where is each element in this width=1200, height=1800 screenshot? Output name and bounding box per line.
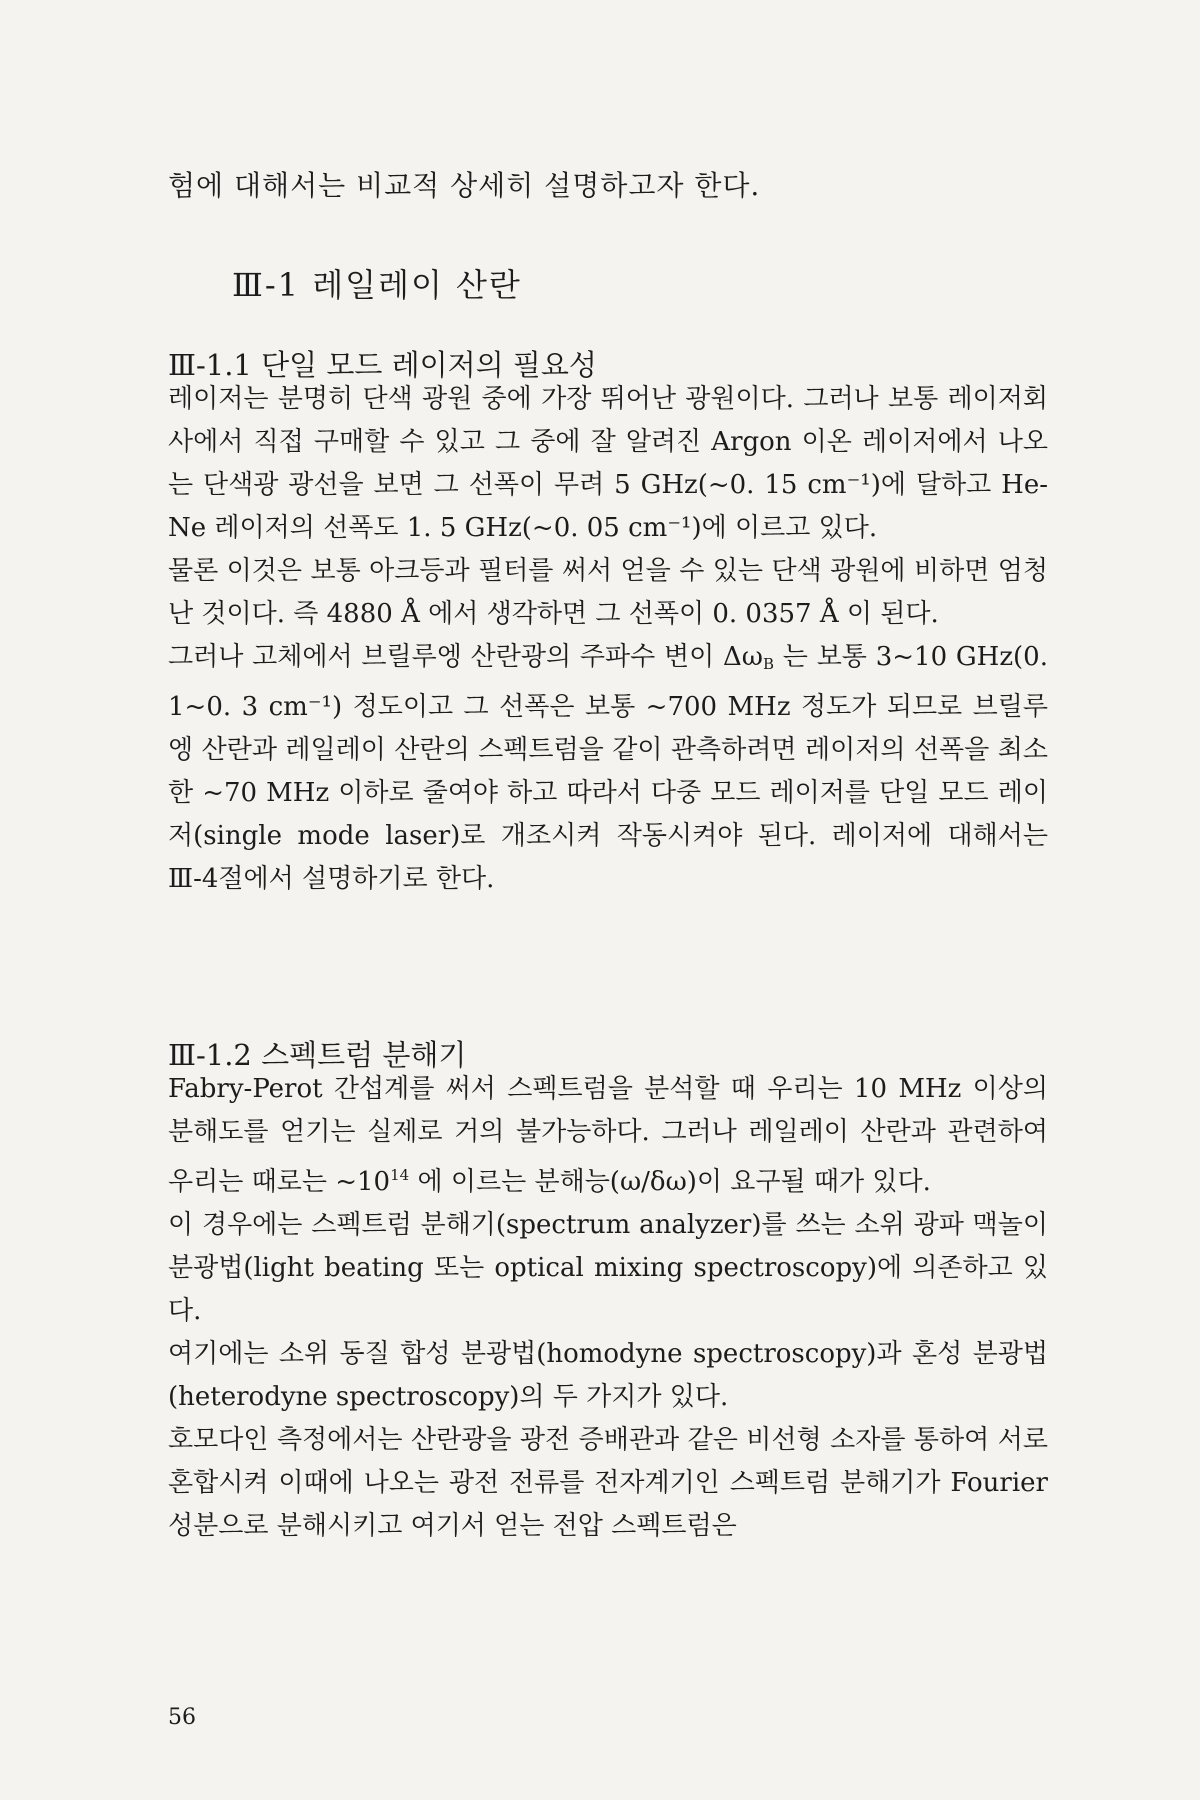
superscript: 14 xyxy=(390,1166,410,1184)
paragraph xyxy=(168,636,1048,901)
chapter-title: Ⅲ-1 레일레이 산란 xyxy=(232,266,522,304)
paragraph: 물론 이것은 보통 아크등과 필터를 써서 얻을 수 있는 단색 광원에 비하면 엄청난 것이다. 즉 4880 Å 에서 생각하면 그 선폭이 0. 0357 Å 이 된다. xyxy=(168,556,1048,629)
paragraph: 레이저는 분명히 단색 광원 중에 가장 뛰어난 광원이다. 그러나 보통 레이저회사에서 직접 구매할 수 있고 그 중에 잘 알려진 Argon 이온 레이저에서 나오는 단색광 광선을 보면 그 선폭이 무려 5 GHz(~0. 15 cm⁻¹)에 달하고 He-Ne 레이저의 선폭도 1. 5 GHz(~0. 05 cm⁻¹)에 이르고 있다. xyxy=(168,384,1048,543)
section-title-2: Ⅲ-1.2 스펙트럼 분해기 xyxy=(168,1038,467,1072)
section-body-2 xyxy=(168,1068,1048,1548)
paragraph-text: Fabry-Perot 간섭계를 써서 스펙트럼을 분석할 때 우리는 10 MHz 이상의 분해도를 얻기는 실제로 거의 불가능하다. 그러나 레일레이 산란과 관련하여 우리는 때로는 ~10 xyxy=(168,1074,1048,1197)
paragraph: 여기에는 소위 동질 합성 분광법(homodyne spectroscopy)과 혼성 분광법(heterodyne spectroscopy)의 두 가지가 있다. xyxy=(168,1339,1048,1412)
lead-line: 험에 대해서는 비교적 상세히 설명하고자 한다. xyxy=(168,169,761,202)
paragraph xyxy=(168,1068,1048,1204)
paragraph-text: 그러나 고체에서 브릴루엥 산란광의 주파수 변이 xyxy=(168,642,723,672)
paragraph: 이 경우에는 스펙트럼 분해기(spectrum analyzer)를 쓰는 소위 광파 맥놀이 분광법(light beating 또는 optical mixing spectroscopy)에 의존하고 있다. xyxy=(168,1210,1048,1326)
paragraph: 호모다인 측정에서는 산란광을 광전 증배관과 같은 비선형 소자를 통하여 서로 혼합시켜 이때에 나오는 광전 전류를 전자계기인 스펙트럼 분해기가 Fourier 성분으로 분해시키고 여기서 얻는 전압 스펙트럼은 xyxy=(168,1425,1048,1541)
section-body-1 xyxy=(168,378,1048,901)
delta-omega-symbol: Δω xyxy=(723,642,763,672)
subscript: B xyxy=(762,655,775,673)
paragraph-text: 는 보통 3~10 GHz(0. 1~0. 3 cm⁻¹) 정도이고 그 선폭은 보통 ~700 MHz 정도가 되므로 브릴루엥 산란과 레일레이 산란의 스펙트럼을 같이 관측하려면 레이저의 선폭을 최소한 ~70 MHz 이하로 줄여야 하고 따라서 다중 모드 레이저를 단일 모드 레이저(single mode laser)로 개조시켜 작동시켜야 된다. 레이저에 대해서는 Ⅲ-4절에서 설명하기로 한다. xyxy=(168,642,1048,894)
paragraph-text: 에 이르는 분해능(ω/δω)이 요구될 때가 있다. xyxy=(409,1167,931,1197)
section-title-1: Ⅲ-1.1 단일 모드 레이저의 필요성 xyxy=(168,348,597,382)
page-number: 56 xyxy=(168,1705,196,1730)
